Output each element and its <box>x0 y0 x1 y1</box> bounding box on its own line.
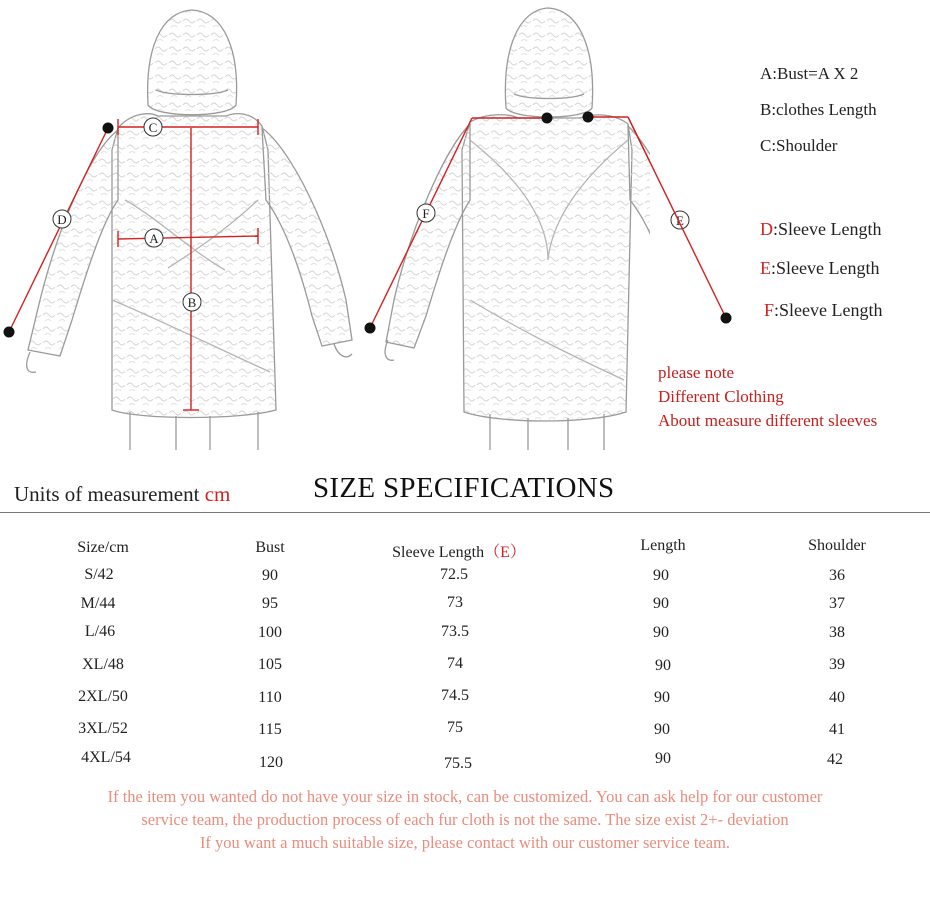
legend-sleeve-e <box>760 258 879 279</box>
legend-sleeve-d <box>760 219 881 240</box>
table-cell-sleeve: 75 <box>447 719 463 736</box>
table-cell-shoulder: 38 <box>829 624 845 641</box>
table-cell-shoulder: 39 <box>829 656 845 673</box>
legend-key-e: E <box>760 258 771 278</box>
header-sleeve-length <box>392 539 526 562</box>
table-cell-length: 90 <box>653 624 669 641</box>
table-cell-size: 3XL/52 <box>78 720 128 737</box>
table-cell-sleeve: 74.5 <box>441 687 469 704</box>
table-cell-bust: 120 <box>259 754 283 771</box>
table-cell-sleeve: 75.5 <box>444 755 472 772</box>
footer-line-2: service team, the production process of each fur cloth is not the same. The size exist 2+- deviation <box>141 810 789 829</box>
legend-sleeve-f <box>764 300 882 321</box>
table-cell-bust: 95 <box>262 595 278 612</box>
marker-b-label: B <box>187 295 197 310</box>
header-size: Size/cm <box>77 539 129 556</box>
table-cell-shoulder: 42 <box>827 751 843 768</box>
header-shoulder: Shoulder <box>808 537 866 554</box>
marker-a-label: A <box>149 231 159 246</box>
table-cell-sleeve: 74 <box>447 655 463 672</box>
legend-length: B:clothes Length <box>760 100 877 119</box>
table-cell-length: 90 <box>654 689 670 706</box>
legend-shoulder: C:Shoulder <box>760 136 838 155</box>
units-of-measurement <box>14 482 230 507</box>
marker-c-label: C <box>148 120 158 135</box>
measure-point-dot <box>583 112 594 123</box>
back-right-sleeve-line <box>620 100 740 340</box>
table-cell-sleeve: 73.5 <box>441 623 469 640</box>
measure-point-dot <box>4 327 15 338</box>
table-cell-bust: 90 <box>262 567 278 584</box>
legend-text-f: :Sleeve Length <box>774 300 883 320</box>
table-cell-size: S/42 <box>84 566 114 583</box>
page-title: SIZE SPECIFICATIONS <box>313 472 615 504</box>
note-line-2: Different Clothing <box>658 387 784 406</box>
units-value: cm <box>204 482 231 506</box>
divider <box>0 512 930 513</box>
table-cell-shoulder: 41 <box>829 721 845 738</box>
footer-line-3: If you want a much suitable size, please contact with our customer service team. <box>199 833 731 852</box>
header-length: Length <box>640 537 686 554</box>
marker-f-label: F <box>422 206 430 221</box>
table-cell-bust: 105 <box>258 656 282 673</box>
measure-point-dot <box>103 123 114 134</box>
table-cell-size: XL/48 <box>82 656 124 673</box>
table-cell-shoulder: 36 <box>829 567 845 584</box>
table-cell-bust: 110 <box>258 689 282 706</box>
legend-key-f: F <box>764 300 775 320</box>
table-cell-shoulder: 37 <box>829 595 845 612</box>
table-cell-sleeve: 73 <box>447 594 463 611</box>
table-cell-bust: 115 <box>258 721 282 738</box>
header-sleeve-key: （E） <box>484 544 526 561</box>
table-cell-size: L/46 <box>84 623 116 640</box>
table-cell-size: 4XL/54 <box>81 749 131 766</box>
marker-d-label: D <box>57 212 67 227</box>
table-cell-bust: 100 <box>258 624 282 641</box>
header-bust: Bust <box>255 539 285 556</box>
measurement-diagram <box>0 0 650 460</box>
table-cell-length: 90 <box>654 721 670 738</box>
units-label: Units of measurement <box>14 482 205 506</box>
note-line-3: About measure different sleeves <box>658 411 878 430</box>
legend-text-e: :Sleeve Length <box>771 258 880 278</box>
table-cell-size: M/44 <box>80 595 116 612</box>
coat-front-sketch <box>27 10 352 450</box>
measure-point-dot <box>542 113 553 124</box>
table-cell-length: 90 <box>653 595 669 612</box>
table-cell-sleeve: 72.5 <box>440 566 468 583</box>
table-cell-size: 2XL/50 <box>78 688 128 705</box>
table-cell-length: 90 <box>655 750 671 767</box>
table-cell-length: 90 <box>653 567 669 584</box>
legend-bust: A:Bust=A X 2 <box>760 64 859 83</box>
note-line-1: please note <box>658 363 734 382</box>
footer-line-1: If the item you wanted do not have your size in stock, can be customized. You can ask help for our customer <box>107 787 823 806</box>
measure-point-dot <box>365 323 376 334</box>
legend-text-d: :Sleeve Length <box>773 219 882 239</box>
measure-point-dot <box>721 313 732 324</box>
header-sleeve-label: Sleeve Length <box>392 544 485 561</box>
coat-back-sketch <box>385 8 650 450</box>
table-cell-length: 90 <box>655 657 671 674</box>
legend-key-d: D <box>760 219 773 239</box>
table-cell-shoulder: 40 <box>829 689 845 706</box>
marker-e-label: E <box>676 213 684 228</box>
